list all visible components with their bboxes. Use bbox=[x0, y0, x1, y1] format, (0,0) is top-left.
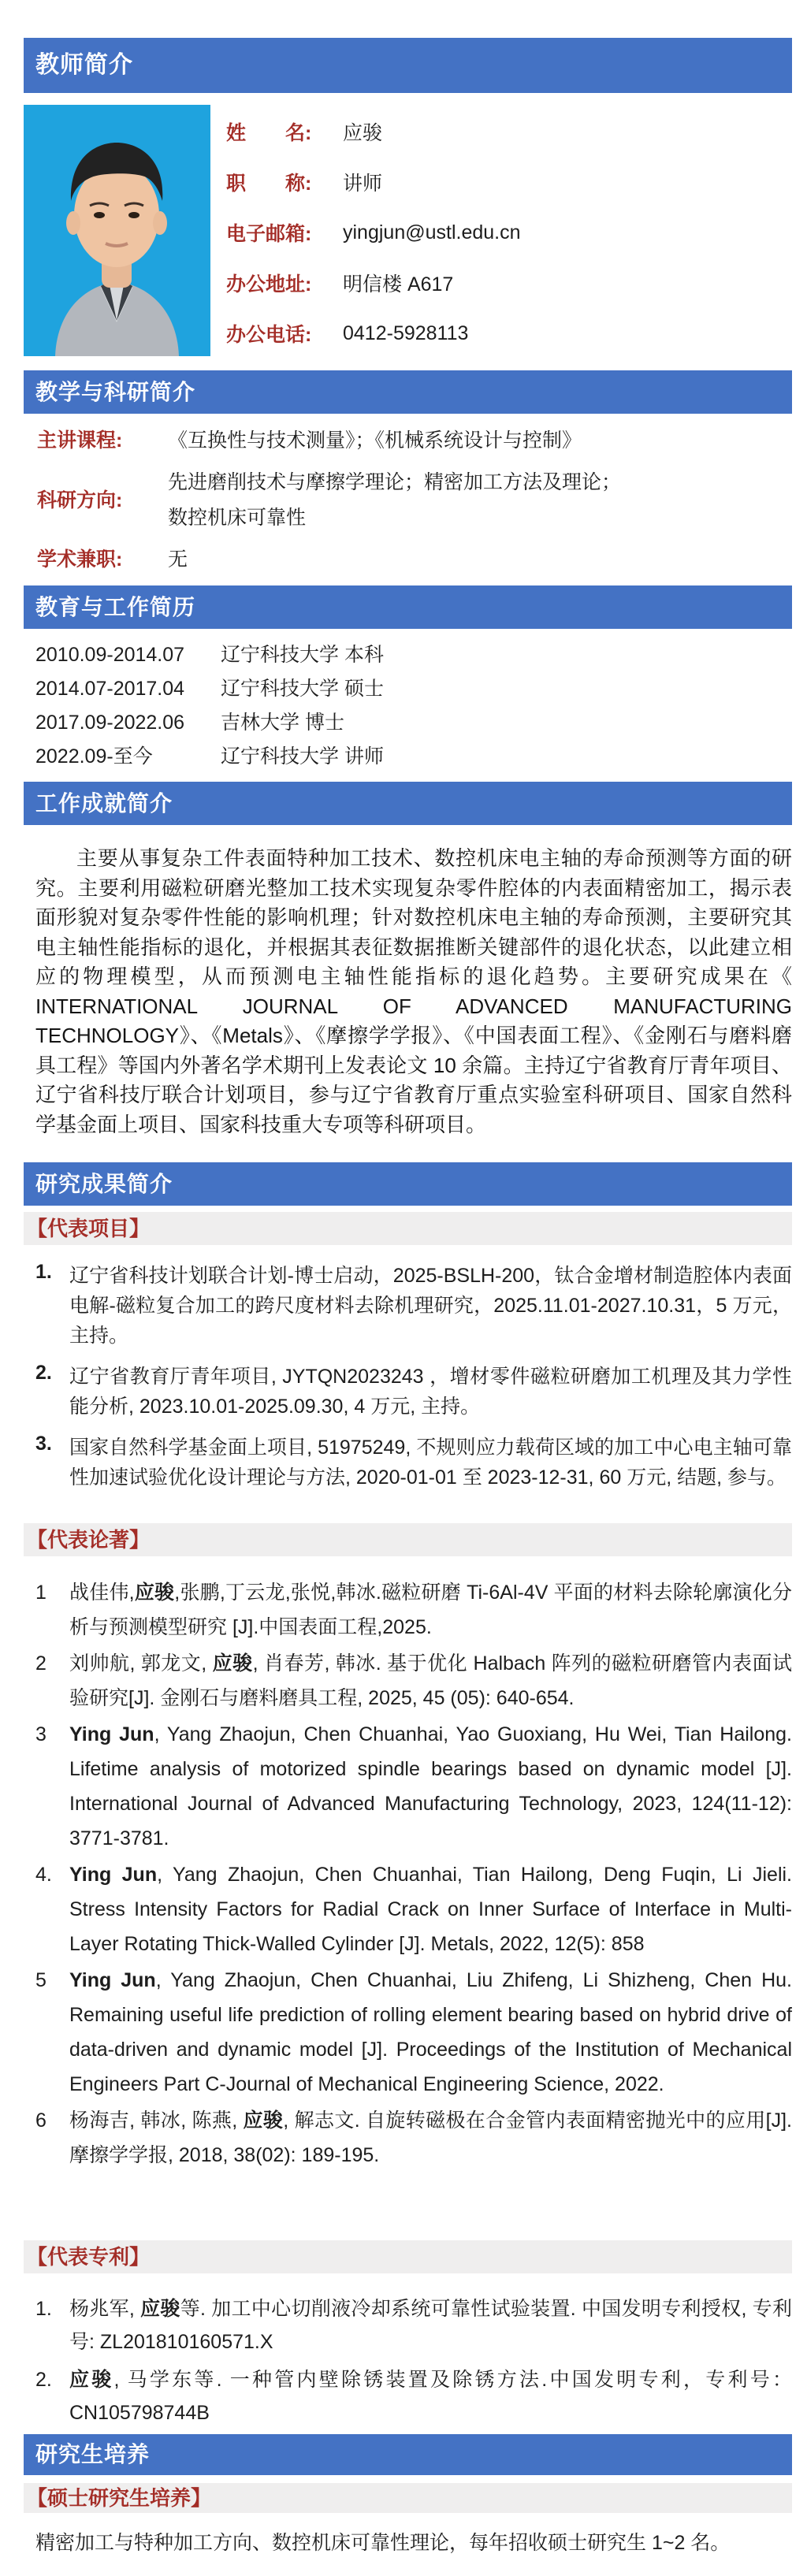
field-value-line: yingjun@ustl.edu.cn bbox=[343, 221, 521, 243]
list-item-number: 3. bbox=[35, 1433, 52, 1455]
list-item bbox=[24, 1575, 792, 1645]
list-item-number: 1. bbox=[35, 1261, 52, 1283]
field-value bbox=[168, 542, 792, 578]
subheader-master-training bbox=[24, 2483, 792, 2513]
list-item bbox=[24, 1963, 792, 2102]
field-row bbox=[24, 542, 792, 578]
field-label: 职 称: bbox=[226, 173, 312, 195]
list-item bbox=[24, 2363, 792, 2429]
field-value-line: 数控机床可靠性 bbox=[168, 507, 307, 529]
profile-fields bbox=[226, 105, 521, 359]
teaching-fields bbox=[24, 414, 792, 578]
section-title: 教育与工作简历 bbox=[35, 595, 196, 619]
list-item-number: 5 bbox=[35, 1969, 46, 1991]
field-label: 学术兼职: bbox=[37, 548, 123, 571]
field-label: 主讲课程: bbox=[37, 429, 123, 452]
timeline-row bbox=[24, 672, 792, 706]
field-label: 电子邮箱: bbox=[226, 223, 312, 245]
list-item-text: 杨海吉, 韩冰, 陈燕, 应骏, 解志文. 自旋转磁极在合金管内表面精密抛光中的应用[J]. 摩擦学学报, 2018, 38(02): 189-195. bbox=[69, 2109, 792, 2166]
list-item-number: 4. bbox=[35, 1864, 52, 1886]
profile-photo bbox=[24, 105, 210, 356]
list-item bbox=[24, 1261, 792, 1351]
list-item-text: 战佳伟,应骏,张鹏,丁云龙,张悦,韩冰.磁粒研磨 Ti-6Al-4V 平面的材料去除轮廓演化分析与预测模型研究 [J].中国表面工程,2025. bbox=[69, 1582, 792, 1638]
list-item bbox=[24, 1433, 792, 1492]
list-item-text: 杨兆军, 应骏等. 加工中心切削液冷却系统可靠性试验装置. 中国发明专利授权, 专利号: ZL201810160571.X bbox=[69, 2298, 792, 2353]
field-row bbox=[226, 258, 521, 308]
section-title: 研究生培养 bbox=[35, 2442, 151, 2466]
field-row bbox=[226, 106, 521, 157]
subheader-label: 【硕士研究生培养】 bbox=[27, 2486, 212, 2510]
timeline-period: 2014.07-2017.04 bbox=[35, 678, 185, 700]
timeline-detail: 辽宁科技大学 硕士 bbox=[221, 678, 384, 700]
field-label: 姓 名: bbox=[226, 122, 312, 144]
field-value bbox=[343, 322, 468, 345]
list-item-number: 3 bbox=[35, 1723, 46, 1745]
timeline-detail: 辽宁科技大学 本科 bbox=[221, 644, 384, 666]
field-value bbox=[343, 221, 521, 244]
list-item-text: Ying Jun, Yang Zhaojun, Chen Chuanhai, Yao Guoxiang, Hu Wei, Tian Hailong. Lifetime analysis of motorized spindle bearings based on dynamic model [J]. International Journal of Advanced Manufacturing Technology, 2023, 124(11-12): 3771-3781. bbox=[69, 1723, 792, 1849]
section-bar-achievements bbox=[24, 782, 792, 825]
section-bar-education-work bbox=[24, 585, 792, 629]
list-item-text: 应骏, 马学东等. 一种管内壁除锈装置及除锈方法.中国发明专利，专利号：CN105798744B bbox=[69, 2369, 792, 2424]
subheader-representative-publications bbox=[24, 1523, 792, 1556]
field-value-line: 无 bbox=[168, 548, 188, 571]
list-item-text: 国家自然科学基金面上项目, 51975249, 不规则应力载荷区域的加工中心电主轴可靠性加速试验优化设计理论与方法, 2020-01-01 至 2023-12-31, 60 万元, 结题, 参与。 bbox=[69, 1437, 792, 1489]
list-item bbox=[24, 1646, 792, 1715]
list-item-text: 辽宁省教育厅青年项目, JYTQN2023243 ，增材零件磁粒研磨加工机理及其力学性能分析, 2023.10.01-2025.09.30, 4 万元, 主持。 bbox=[69, 1366, 792, 1418]
patents-list bbox=[24, 2273, 792, 2429]
list-item bbox=[24, 1717, 792, 1856]
subheader-representative-projects bbox=[24, 1212, 792, 1245]
section-title: 教师简介 bbox=[35, 52, 133, 78]
field-value bbox=[168, 465, 792, 536]
field-row bbox=[226, 207, 521, 258]
field-row bbox=[226, 157, 521, 207]
graduate-recruiting-text: 精密加工与特种加工方向、数控机床可靠性理论，每年招收硕士研究生 1~2 名。 bbox=[35, 2532, 731, 2554]
list-item-number: 2. bbox=[35, 2369, 52, 2391]
section-bar-teacher-intro bbox=[24, 38, 792, 93]
field-value bbox=[168, 423, 792, 459]
section-bar-graduate-training bbox=[24, 2434, 792, 2475]
timeline-row bbox=[24, 740, 792, 774]
field-value bbox=[343, 269, 453, 297]
timeline-row bbox=[24, 706, 792, 740]
subheader-label: 【代表论著】 bbox=[27, 1528, 151, 1552]
subheader-label: 【代表项目】 bbox=[27, 1217, 151, 1240]
publications-list bbox=[24, 1556, 792, 2234]
timeline-period: 2022.09-至今 bbox=[35, 745, 153, 768]
subheader-label: 【代表专利】 bbox=[27, 2245, 151, 2269]
achievements-paragraph: 主要从事复杂工件表面特种加工技术、数控机床电主轴的寿命预测等方面的研究。主要利用磁粒研磨光整加工技术实现复杂零件腔体的内表面精密加工，揭示表面形貌对复杂零件性能的影响机理；针对数控机床电主轴的寿命预测，主要研究其电主轴性能指标的退化，并根据其表征数据推断关键部件的退化状态，以此建立相应的物理模型，从而预测电主轴性能指标的退化趋势。主要研究成果在《 INTERNATIONAL JOURNAL OF ADVANCED MANUFACTURING TECHNOLOGY》、《Metals》、《摩擦学学报》、《中国表面工程》、《金刚石与磨料磨具工程》等国内外著名学术期刊上发表论文 10 余篇。主持辽宁省教育厅青年项目、辽宁省科技厅联合计划项目，参与辽宁省教育厅重点实验室科研项目、国家自然科学基金面上项目、国家科技重大专项等科研项目。 bbox=[35, 846, 792, 1136]
list-item-text: 辽宁省科技计划联合计划-博士启动，2025-BSLH-200，钛合金增材制造腔体内表面电解-磁粒复合加工的跨尺度材料去除机理研究，2025.11.01-2027.10.31，5 万元，主持。 bbox=[69, 1265, 792, 1347]
field-row bbox=[226, 308, 521, 359]
list-item bbox=[24, 2292, 792, 2359]
subheader-representative-patents bbox=[24, 2240, 792, 2273]
timeline-detail: 辽宁科技大学 讲师 bbox=[221, 745, 384, 768]
field-value-line: 应骏 bbox=[343, 122, 383, 144]
field-row bbox=[24, 423, 792, 459]
timeline-period: 2010.09-2014.07 bbox=[35, 644, 185, 666]
list-item-text: Ying Jun, Yang Zhaojun, Chen Chuanhai, Tian Hailong, Deng Fuqin, Li Jieli. Stress Intensity Factors for Radial Crack on Inner Surface of Interface in Multi-Layer Rotating Thick-Walled Cylinder [J]. Metals, 2022, 12(5): 858 bbox=[69, 1864, 792, 1955]
field-value-line: 明信楼 A617 bbox=[343, 273, 454, 296]
field-value-line: 先进磨削技术与摩擦学理论；精密加工方法及理论； bbox=[168, 471, 622, 493]
field-value bbox=[343, 168, 382, 196]
list-item bbox=[24, 1362, 792, 1422]
timeline-period: 2017.09-2022.06 bbox=[35, 712, 185, 734]
field-value-line: 讲师 bbox=[343, 173, 383, 195]
list-item bbox=[24, 2103, 792, 2173]
list-item-number: 2 bbox=[35, 1652, 46, 1675]
projects-list bbox=[24, 1245, 792, 1517]
list-item-number: 1. bbox=[35, 2298, 52, 2320]
field-label: 科研方向: bbox=[37, 489, 123, 511]
list-item-number: 1 bbox=[35, 1582, 46, 1604]
education-timeline bbox=[24, 629, 792, 774]
field-value-line: 0412-5928113 bbox=[343, 322, 469, 344]
section-title: 教学与科研简介 bbox=[35, 380, 196, 404]
timeline-detail: 吉林大学 博士 bbox=[221, 712, 344, 734]
section-title: 工作成就简介 bbox=[35, 791, 173, 816]
section-title: 研究成果简介 bbox=[35, 1172, 173, 1196]
list-item-text: 刘帅航, 郭龙文, 应骏, 肖春芳, 韩冰. 基于优化 Halbach 阵列的磁粒研磨管内表面试验研究[J]. 金刚石与磨料磨具工程, 2025, 45 (05): 640-654. bbox=[69, 1652, 792, 1709]
profile-block bbox=[24, 105, 792, 359]
list-item bbox=[24, 1857, 792, 1961]
section-bar-research-results bbox=[24, 1162, 792, 1206]
field-row bbox=[24, 465, 792, 536]
field-label: 办公地址: bbox=[226, 273, 312, 296]
timeline-row bbox=[24, 638, 792, 672]
field-value bbox=[343, 117, 382, 146]
list-item-text: Ying Jun, Yang Zhaojun, Chen Chuanhai, Liu Zhifeng, Li Shizheng, Chen Hu. Remaining useful life prediction of rolling element bearing based on hybrid drive of data-driven and dynamic model [J]. Proceedings of the Institution of Mechanical Engineers Part C-Journal of Mechanical Engineering Science, 2022. bbox=[69, 1969, 792, 2095]
list-item-number: 2. bbox=[35, 1362, 52, 1384]
list-item-number: 6 bbox=[35, 2109, 46, 2132]
field-value-line: 《互换性与技术测量》；《机械系统设计与控制》 bbox=[168, 429, 582, 452]
section-bar-teaching-research bbox=[24, 370, 792, 414]
field-label: 办公电话: bbox=[226, 324, 312, 346]
